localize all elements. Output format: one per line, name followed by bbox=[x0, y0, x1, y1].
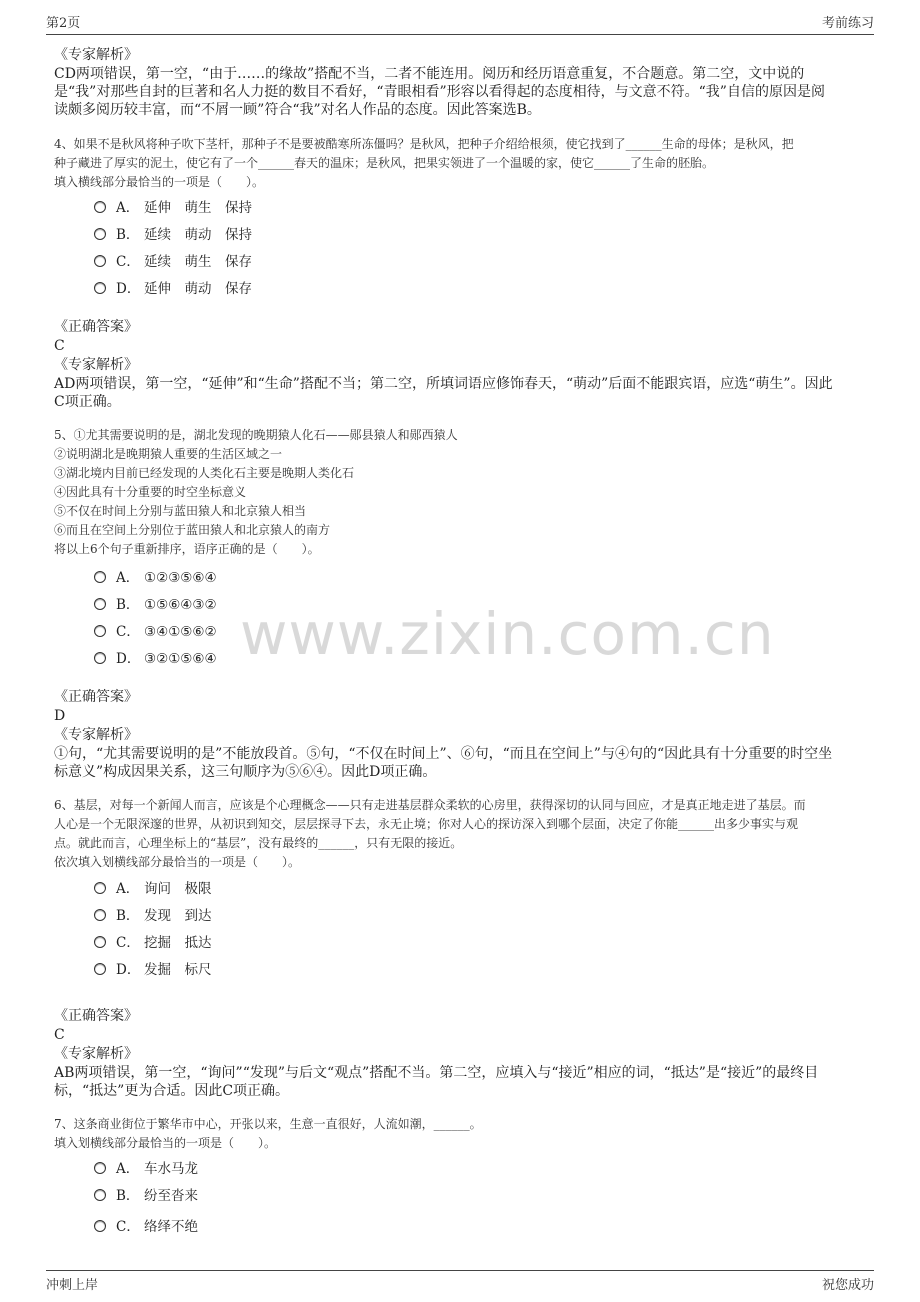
q5-option-b[interactable] bbox=[94, 593, 217, 613]
q4-option-b[interactable] bbox=[94, 223, 252, 243]
radio-icon[interactable] bbox=[94, 963, 106, 975]
q6-answer bbox=[54, 1007, 866, 1100]
correct-answer-label: 《正确答案》 bbox=[54, 319, 138, 335]
q5-answer bbox=[54, 688, 866, 781]
q7-option-b[interactable] bbox=[94, 1184, 198, 1204]
question-line: 人心是一个无限深邃的世界，从初识到知交，层层探寻下去，永无止境；你对人心的探访深入到哪个层面，决定了你能______出多少事实与观 bbox=[54, 817, 799, 831]
radio-icon[interactable] bbox=[94, 1220, 106, 1232]
option-key: D． bbox=[116, 962, 141, 978]
option-key: B． bbox=[116, 1188, 140, 1204]
question-line: 点。就此而言，心理坐标上的“基层”，没有最终的______，只有无限的接近。 bbox=[54, 836, 463, 850]
option-text: ①②③⑤⑥④ bbox=[144, 570, 217, 586]
question-line: ②说明湖北是晚期猿人重要的生活区域之一 bbox=[54, 447, 283, 461]
question-line: 7、这条商业街位于繁华市中心，开张以来，生意一直很好，人流如潮，______。 bbox=[54, 1117, 482, 1131]
radio-icon[interactable] bbox=[94, 1162, 106, 1174]
q4-answer bbox=[54, 318, 866, 411]
expert-analysis-label: 《专家解析》 bbox=[54, 1046, 138, 1062]
question-line: ⑥而且在空间上分别位于蓝田猿人和北京猿人的南方 bbox=[54, 523, 331, 537]
correct-answer-label: 《正确答案》 bbox=[54, 1008, 138, 1024]
radio-icon[interactable] bbox=[94, 282, 106, 294]
q7-stem bbox=[54, 1115, 866, 1153]
page-number: 第2页 bbox=[46, 16, 81, 31]
option-text: 延续 萌生 保存 bbox=[144, 254, 252, 270]
option-text: 延伸 萌生 保持 bbox=[144, 200, 252, 216]
q6-option-d[interactable] bbox=[94, 958, 212, 978]
footer-left-text: 冲刺上岸 bbox=[46, 1278, 99, 1293]
question-line: ⑤不仅在时间上分别与蓝田猿人和北京猿人相当 bbox=[54, 504, 307, 518]
option-text: 车水马龙 bbox=[144, 1161, 198, 1177]
q4-option-d[interactable] bbox=[94, 277, 252, 297]
q4-stem bbox=[54, 135, 866, 192]
option-text: ③②①⑤⑥④ bbox=[144, 651, 217, 667]
explanation-line: 标，“抵达”更为合适。因此C项正确。 bbox=[54, 1083, 290, 1099]
radio-icon[interactable] bbox=[94, 598, 106, 610]
explanation-line: 是“我”对那些自封的巨著和名人力挺的数目不看好，“青眼相看”形容以看得起的态度相待，与文意不符。“我”自信的原因是阅 bbox=[54, 84, 825, 100]
radio-icon[interactable] bbox=[94, 882, 106, 894]
q5-option-a[interactable] bbox=[94, 566, 217, 586]
option-text: 询问 极限 bbox=[144, 881, 212, 897]
option-text: 发掘 标尺 bbox=[144, 962, 212, 978]
option-key: C． bbox=[116, 254, 140, 270]
option-text: 挖掘 抵达 bbox=[144, 935, 212, 951]
q4-option-c[interactable] bbox=[94, 250, 252, 270]
explanation-line: AB两项错误，第一空，“询问”“发现”与后文“观点”搭配不当。第二空，应填入与“接近”相应的词，“抵达”是“接近”的最终目 bbox=[54, 1065, 819, 1081]
question-line: 填入横线部分最恰当的一项是（ ）。 bbox=[54, 175, 265, 189]
expert-analysis-label: 《专家解析》 bbox=[54, 357, 138, 373]
question-line: 填入划横线部分最恰当的一项是（ ）。 bbox=[54, 1136, 277, 1150]
question-line: 将以上6个句子重新排序，语序正确的是（ ）。 bbox=[54, 542, 320, 556]
explanation-line: ①句，“尤其需要说明的是”不能放段首。⑤句，“不仅在时间上”、⑥句，“而且在空间上”与④句的“因此具有十分重要的时空坐 bbox=[54, 746, 833, 762]
question-line: 4、如果不是秋风将种子吹下茎杆，那种子不是要被酷寒所冻僵吗？是秋风，把种子介绍给根须，使它找到了______生命的母体；是秋风，把 bbox=[54, 137, 794, 151]
q7-option-c[interactable] bbox=[94, 1215, 198, 1235]
option-key: A． bbox=[116, 1161, 140, 1177]
expert-analysis-label: 《专家解析》 bbox=[54, 47, 138, 63]
option-key: A． bbox=[116, 570, 140, 586]
radio-icon[interactable] bbox=[94, 1189, 106, 1201]
correct-answer: C bbox=[54, 338, 65, 354]
explanation-line: CD两项错误，第一空，“由于……的缘故”搭配不当，二者不能连用。阅历和经历语意重复，不合题意。第二空，文中说的 bbox=[54, 66, 805, 82]
q6-option-b[interactable] bbox=[94, 904, 212, 924]
explanation-line: 标意义”构成因果关系，这三句顺序为⑤⑥④。因此D项正确。 bbox=[54, 764, 437, 780]
radio-icon[interactable] bbox=[94, 652, 106, 664]
option-text: ③④①⑤⑥② bbox=[144, 624, 217, 640]
q6-option-c[interactable] bbox=[94, 931, 212, 951]
option-key: C． bbox=[116, 935, 140, 951]
radio-icon[interactable] bbox=[94, 571, 106, 583]
option-key: B． bbox=[116, 908, 140, 924]
option-key: B． bbox=[116, 597, 140, 613]
option-key: C． bbox=[116, 1219, 140, 1235]
question-line: 6、基层，对每一个新闻人而言，应该是个心理概念——只有走进基层群众柔软的心房里，获得深切的认同与回应，才是真正地走进了基层。而 bbox=[54, 798, 806, 812]
option-text: 延伸 萌动 保存 bbox=[144, 281, 252, 297]
radio-icon[interactable] bbox=[94, 625, 106, 637]
option-key: D． bbox=[116, 651, 141, 667]
option-text: 发现 到达 bbox=[144, 908, 212, 924]
footer-right-text: 祝您成功 bbox=[821, 1278, 874, 1293]
option-key: C． bbox=[116, 624, 140, 640]
option-text: 延续 萌动 保持 bbox=[144, 227, 252, 243]
watermark: www.zixin.com.cn bbox=[240, 600, 775, 668]
option-text: ①⑤⑥④③② bbox=[144, 597, 217, 613]
question-line: ③湖北境内目前已经发现的人类化石主要是晚期人类化石 bbox=[54, 466, 355, 480]
page-footer bbox=[46, 1270, 874, 1293]
expert-analysis-label: 《专家解析》 bbox=[54, 727, 138, 743]
radio-icon[interactable] bbox=[94, 228, 106, 240]
explanation-line: 读颇多阅历较丰富，而“不屑一顾”符合“我”对名人作品的态度。因此答案选B。 bbox=[54, 102, 541, 118]
q5-option-c[interactable] bbox=[94, 620, 217, 640]
header-title: 考前练习 bbox=[821, 16, 874, 31]
q5-option-d[interactable] bbox=[94, 647, 217, 667]
radio-icon[interactable] bbox=[94, 909, 106, 921]
question-line: ④因此具有十分重要的时空坐标意义 bbox=[54, 485, 247, 499]
option-key: A． bbox=[116, 200, 140, 216]
option-text: 纷至沓来 bbox=[144, 1188, 198, 1204]
option-text: 络绎不绝 bbox=[144, 1219, 198, 1235]
radio-icon[interactable] bbox=[94, 255, 106, 267]
correct-answer: C bbox=[54, 1027, 65, 1043]
option-key: D． bbox=[116, 281, 141, 297]
q6-option-a[interactable] bbox=[94, 877, 212, 897]
question-line: 依次填入划横线部分最恰当的一项是（ ）。 bbox=[54, 855, 301, 869]
page-header bbox=[46, 12, 874, 35]
option-key: A． bbox=[116, 881, 140, 897]
q6-stem bbox=[54, 796, 866, 872]
explanation-line: C项正确。 bbox=[54, 394, 121, 410]
q5-stem bbox=[54, 426, 866, 559]
q7-option-a[interactable] bbox=[94, 1157, 198, 1177]
radio-icon[interactable] bbox=[94, 201, 106, 213]
question-line: 种子藏进了厚实的泥土，使它有了一个______春天的温床；是秋风，把果实领进了一个温暖的家，使它______了生命的胚胎。 bbox=[54, 156, 715, 170]
radio-icon[interactable] bbox=[94, 936, 106, 948]
option-key: B． bbox=[116, 227, 140, 243]
q3-explanation bbox=[54, 46, 866, 119]
question-line: 5、①尤其需要说明的是，湖北发现的晚期猿人化石——郧县猿人和郧西猿人 bbox=[54, 428, 458, 442]
explanation-line: AD两项错误，第一空，“延伸”和“生命”搭配不当；第二空，所填词语应修饰春天，“萌动”后面不能跟宾语，应选“萌生”。因此 bbox=[54, 376, 833, 392]
correct-answer-label: 《正确答案》 bbox=[54, 689, 138, 705]
correct-answer: D bbox=[54, 708, 66, 724]
q4-option-a[interactable] bbox=[94, 196, 252, 216]
